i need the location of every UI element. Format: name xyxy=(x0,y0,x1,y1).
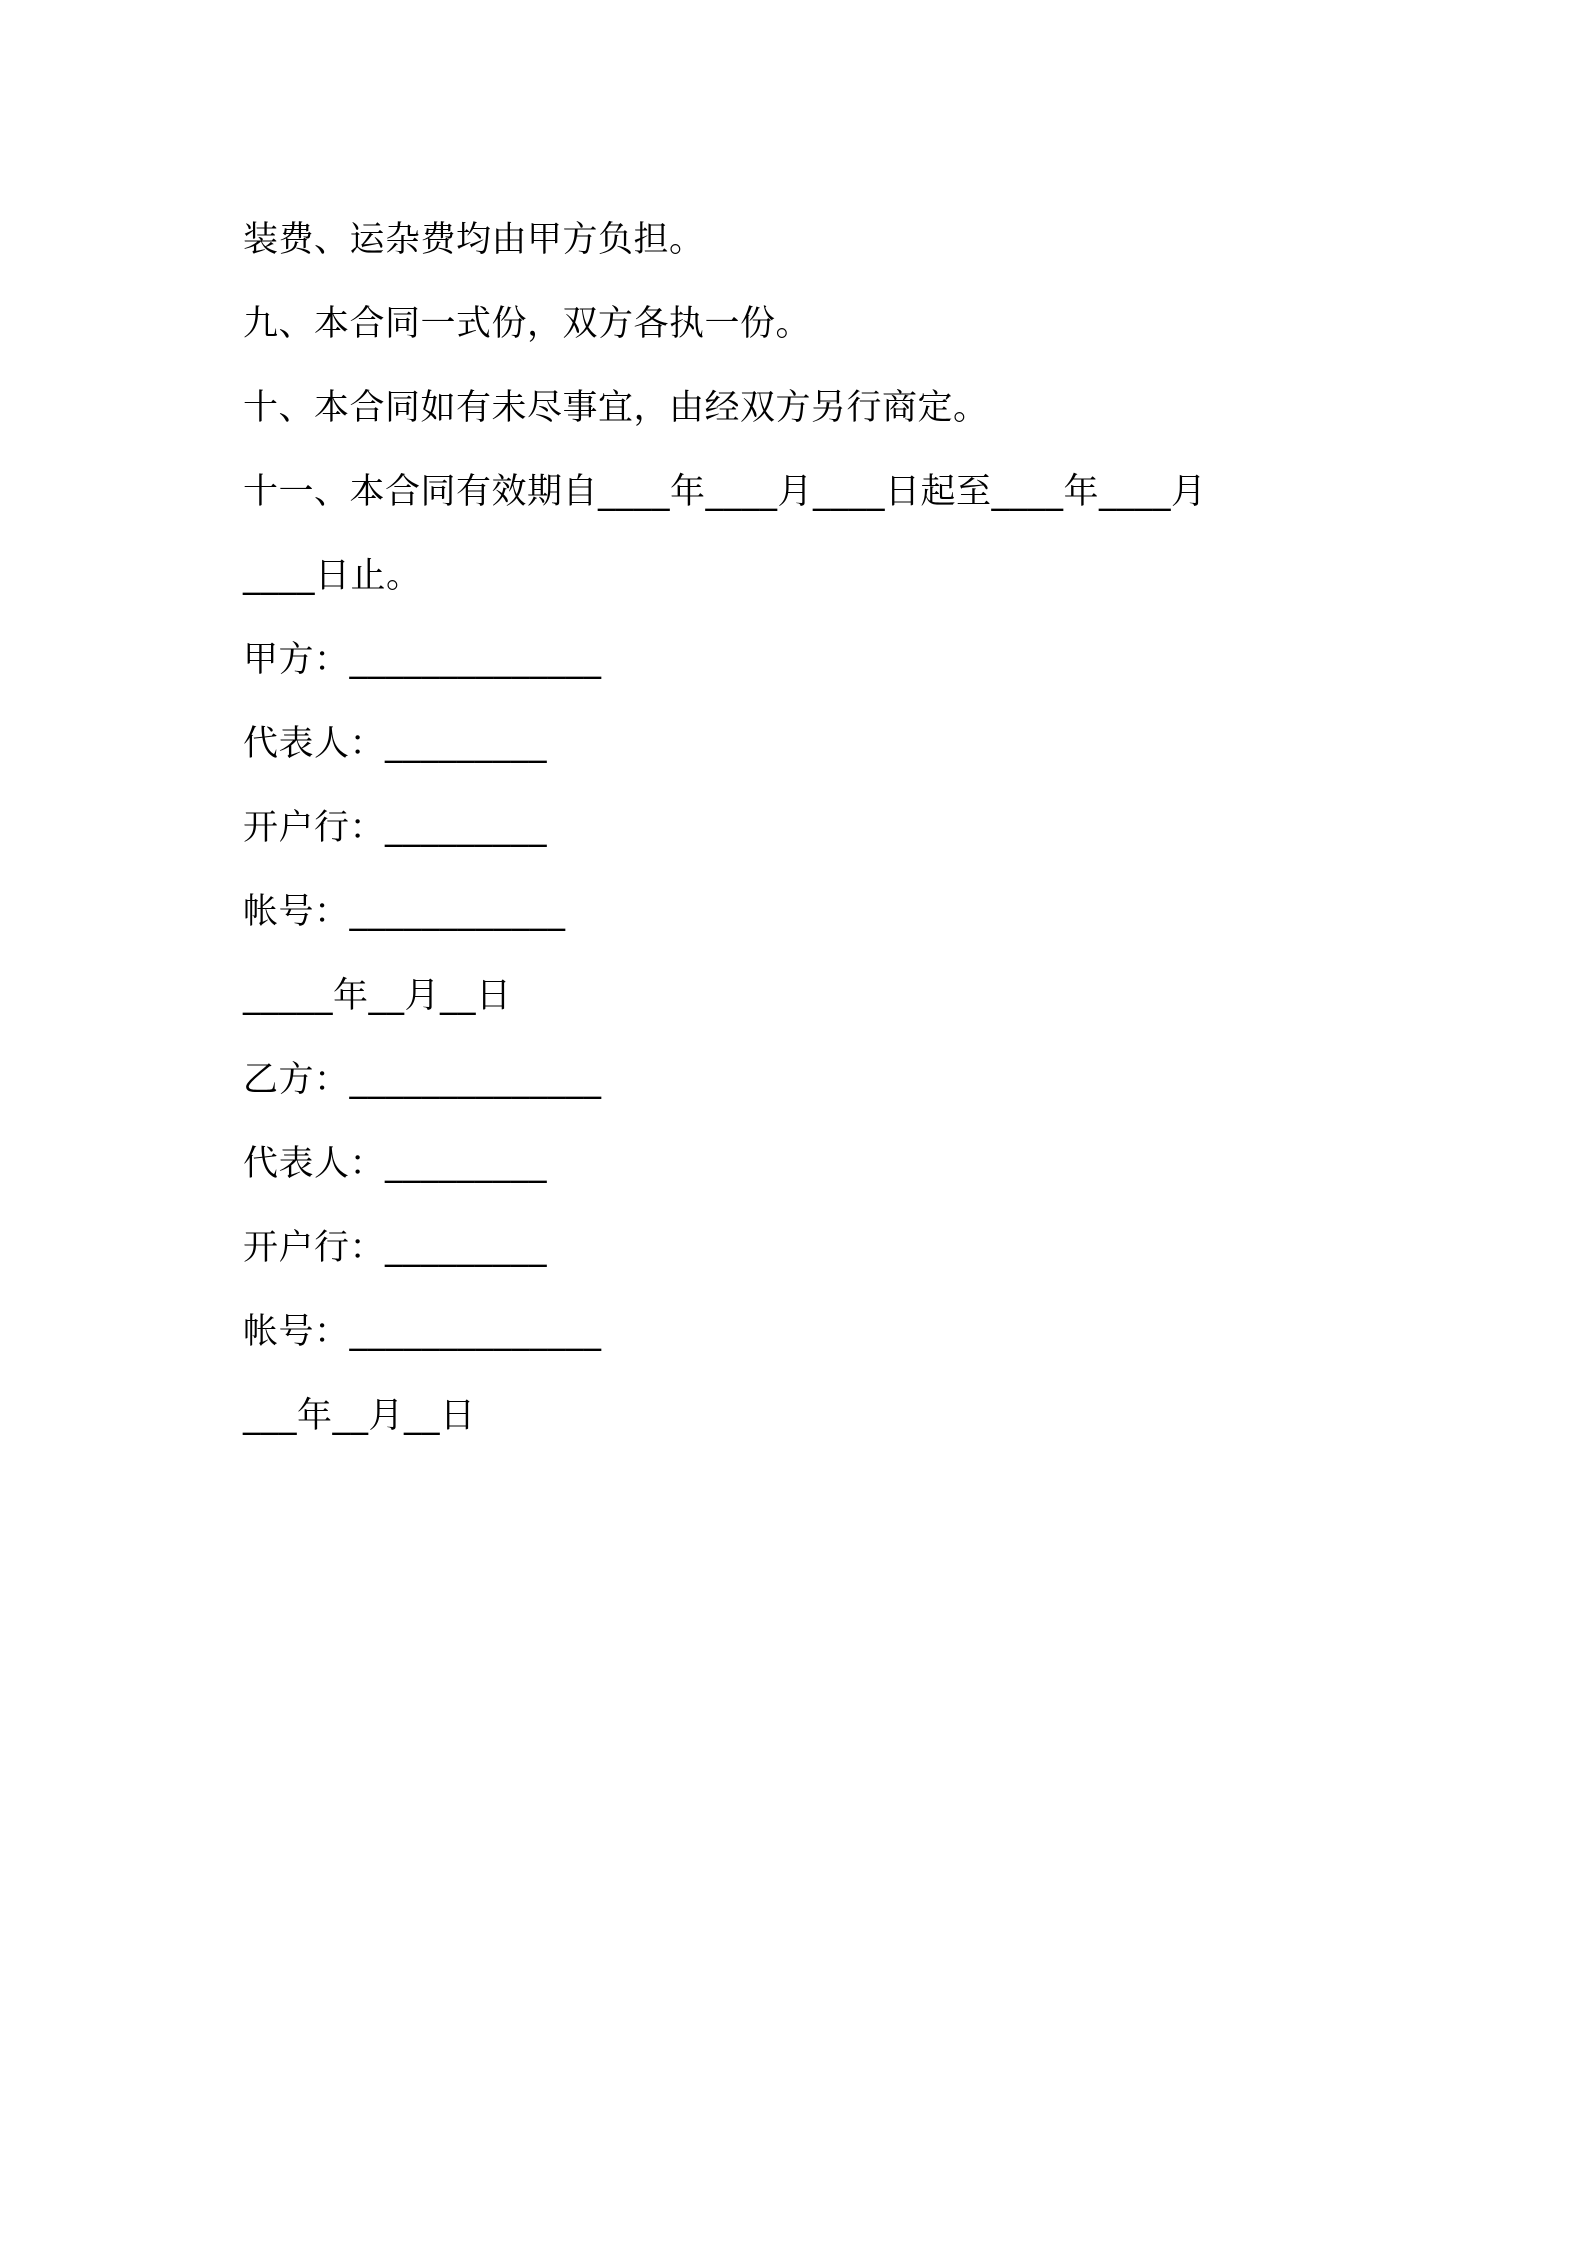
party-b-name-field: 乙方：______________ xyxy=(243,1060,602,1100)
party-a-account-field: 帐号：____________ xyxy=(243,892,566,932)
party-b-date-field: ___年__月__日 xyxy=(243,1396,476,1436)
party-b-bank-field: 开户行：_________ xyxy=(243,1228,548,1268)
party-b-representative-field: 代表人：_________ xyxy=(243,1144,548,1184)
party-a-bank-field: 开户行：_________ xyxy=(243,808,548,848)
party-b-account-field: 帐号：______________ xyxy=(243,1312,602,1352)
clause-9: 九、本合同一式份，双方各执一份。 xyxy=(243,304,812,344)
document-body xyxy=(243,198,1363,1458)
clause-10: 十、本合同如有未尽事宜，由经双方另行商定。 xyxy=(243,388,989,428)
clause-8-continuation: 装费、运杂费均由甲方负担。 xyxy=(243,220,705,260)
party-a-representative-field: 代表人：_________ xyxy=(243,724,548,764)
party-a-date-field: _____年__月__日 xyxy=(243,976,512,1016)
clause-11: 十一、本合同有效期自____年____月____日起至____年____月 xyxy=(243,472,1207,512)
party-a-name-field: 甲方：______________ xyxy=(243,640,602,680)
clause-11-continuation: ____日止。 xyxy=(243,556,422,596)
